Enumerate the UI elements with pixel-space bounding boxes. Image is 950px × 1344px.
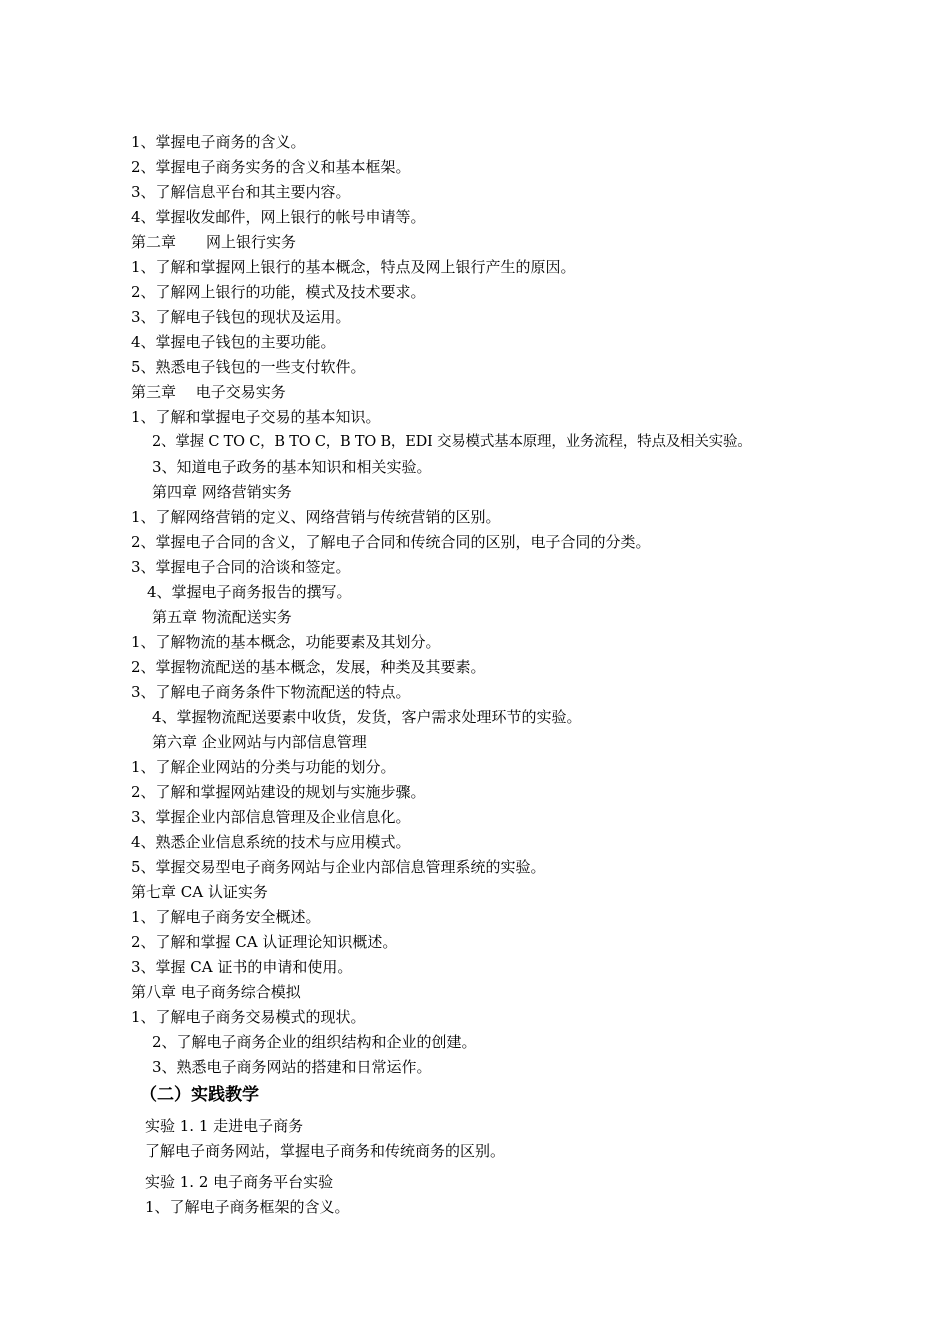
practice-heading: （二）实践教学 — [140, 1085, 259, 1105]
chapter1-item-2: 2、掌握电子商务实务的含义和基本框架。 — [131, 158, 411, 176]
experiment-1-title: 实验 1. 1 走进电子商务 — [145, 1117, 304, 1135]
chapter5-item-1: 1、了解物流的基本概念，功能要素及其划分。 — [131, 633, 441, 651]
chapter5-item-3: 3、了解电子商务条件下物流配送的特点。 — [131, 683, 411, 701]
chapter6-item-3: 3、掌握企业内部信息管理及企业信息化。 — [131, 808, 411, 826]
experiment-1-description: 了解电子商务网站，掌握电子商务和传统商务的区别。 — [145, 1142, 506, 1160]
chapter2-item-4: 4、掌握电子钱包的主要功能。 — [131, 333, 336, 351]
chapter6-item-4: 4、熟悉企业信息系统的技术与应用模式。 — [131, 833, 411, 851]
chapter4-title: 第四章 网络营销实务 — [152, 483, 292, 501]
chapter6-title: 第六章 企业网站与内部信息管理 — [152, 733, 367, 751]
chapter2-item-2: 2、了解网上银行的功能，模式及技术要求。 — [131, 283, 426, 301]
chapter7-item-2: 2、了解和掌握 CA 认证理论知识概述。 — [131, 933, 398, 951]
chapter4-item-3: 3、掌握电子合同的洽谈和签定。 — [131, 558, 351, 576]
chapter2-title: 第二章 网上银行实务 — [131, 233, 297, 251]
chapter5-item-2: 2、掌握物流配送的基本概念，发展，种类及其要素。 — [131, 658, 486, 676]
chapter1-item-3: 3、了解信息平台和其主要内容。 — [131, 183, 351, 201]
chapter4-item-4: 4、掌握电子商务报告的撰写。 — [147, 583, 352, 601]
chapter3-item-1: 1、了解和掌握电子交易的基本知识。 — [131, 408, 381, 426]
chapter8-title: 第八章 电子商务综合模拟 — [131, 983, 301, 1001]
chapter4-item-1: 1、了解网络营销的定义、网络营销与传统营销的区别。 — [131, 508, 501, 526]
chapter2-item-5: 5、熟悉电子钱包的一些支付软件。 — [131, 358, 366, 376]
experiment-2-item-1: 1、了解电子商务框架的含义。 — [145, 1198, 350, 1216]
chapter7-item-3: 3、掌握 CA 证书的申请和使用。 — [131, 958, 353, 976]
chapter6-item-2: 2、了解和掌握网站建设的规划与实施步骤。 — [131, 783, 426, 801]
chapter1-item-1: 1、掌握电子商务的含义。 — [131, 133, 306, 151]
chapter6-item-5: 5、掌握交易型电子商务网站与企业内部信息管理系统的实验。 — [131, 858, 546, 876]
chapter6-item-1: 1、了解企业网站的分类与功能的划分。 — [131, 758, 396, 776]
chapter5-item-4: 4、掌握物流配送要素中收货，发货，客户需求处理环节的实验。 — [152, 708, 582, 726]
chapter1-item-4: 4、掌握收发邮件，网上银行的帐号申请等。 — [131, 208, 426, 226]
chapter3-title: 第三章 电子交易实务 — [131, 383, 286, 401]
chapter4-item-2: 2、掌握电子合同的含义，了解电子合同和传统合同的区别，电子合同的分类。 — [131, 533, 651, 551]
chapter8-item-1: 1、了解电子商务交易模式的现状。 — [131, 1008, 366, 1026]
chapter8-item-2: 2、了解电子商务企业的组织结构和企业的创建。 — [152, 1033, 477, 1051]
chapter3-item-2: 2、掌握 C TO C，B TO C，B TO B，EDI 交易模式基本原理，业务流程，特点及相关实验。 — [152, 434, 752, 450]
chapter2-item-1: 1、了解和掌握网上银行的基本概念，特点及网上银行产生的原因。 — [131, 258, 576, 276]
chapter3-item-3: 3、知道电子政务的基本知识和相关实验。 — [152, 458, 432, 476]
chapter5-title: 第五章 物流配送实务 — [152, 608, 292, 626]
experiment-2-title: 实验 1. 2 电子商务平台实验 — [145, 1173, 334, 1191]
chapter7-item-1: 1、了解电子商务安全概述。 — [131, 908, 321, 926]
chapter2-item-3: 3、了解电子钱包的现状及运用。 — [131, 308, 351, 326]
chapter7-title: 第七章 CA 认证实务 — [131, 883, 268, 901]
chapter8-item-3: 3、熟悉电子商务网站的搭建和日常运作。 — [152, 1058, 432, 1076]
